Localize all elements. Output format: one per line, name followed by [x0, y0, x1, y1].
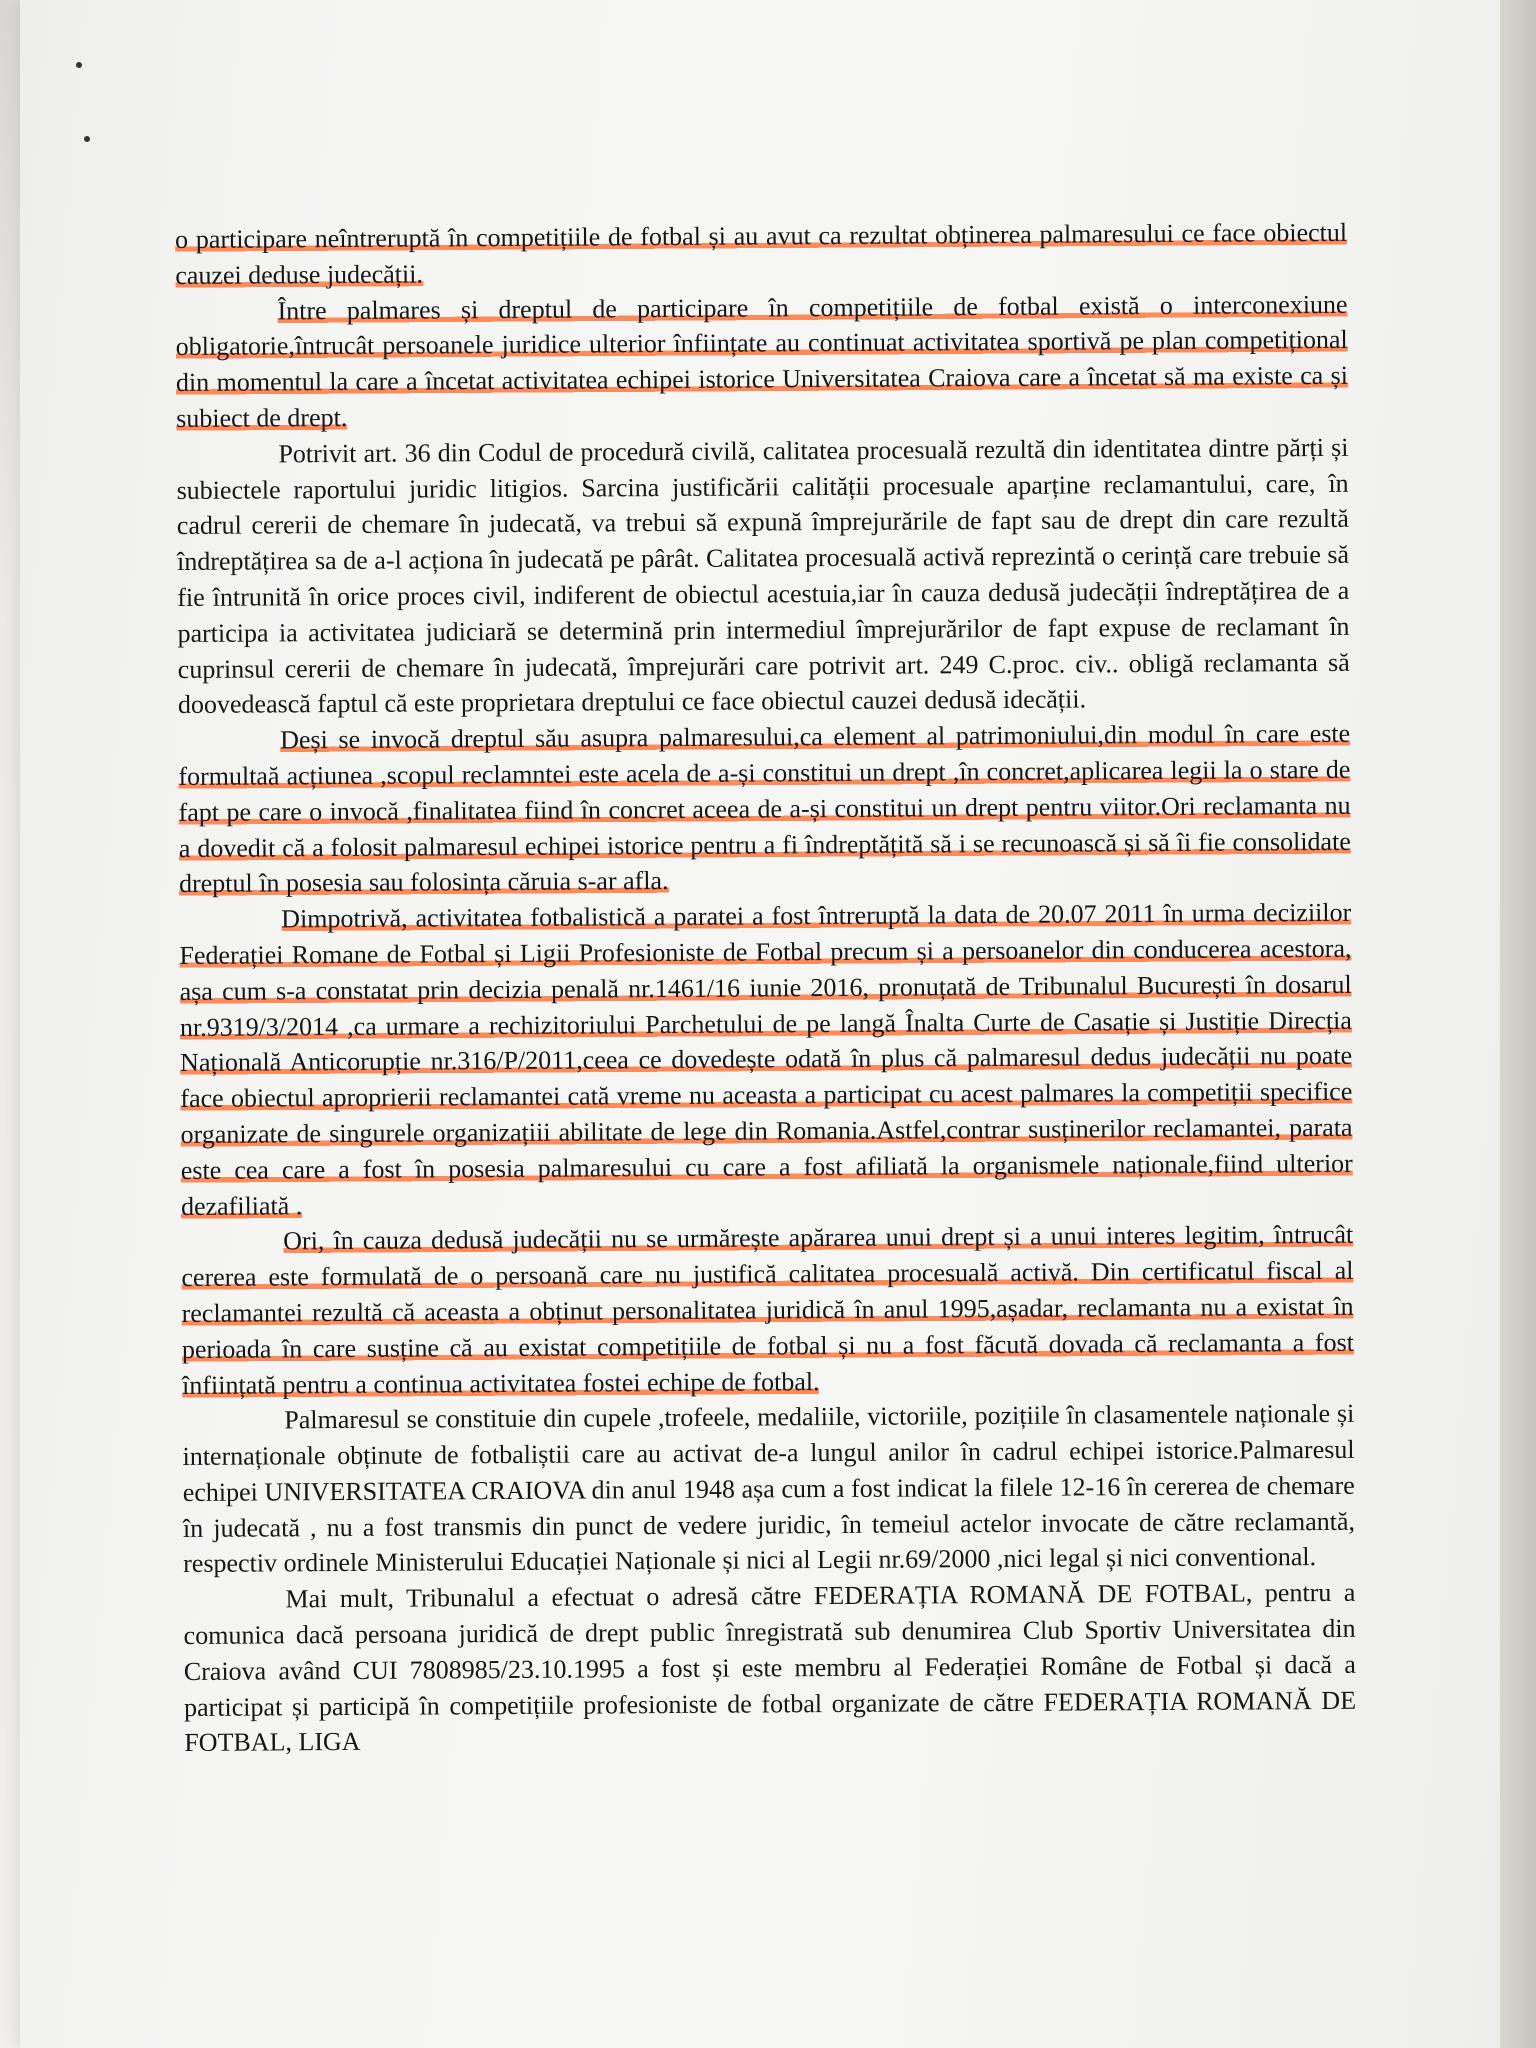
paragraph-5 — [179, 895, 1353, 1224]
paragraph-7: Palmaresul se constituie din cupele ,trofeele, medaliile, victoriile, pozițiile în clasamentele naționale și internaționale obținute de fotbaliștii care au activat de-a lungul anilor în cadrul echipei istorice.Palmaresul echipei UNIVERSITATEA CRAIOVA din anul 1948 așa cum a fost indicat la filele 12-16 în cererea de chemare în judecată , nu a fost transmis din punct de vedere juridic, în temeiul actelor invocate de către reclamantă, respectiv ordinele Ministerului Educației Naționale și nici al Legii nr.69/2000 ,nici legal și nici conventional. — [182, 1399, 1356, 1579]
paragraph-3: Potrivit art. 36 din Codul de procedură civilă, calitatea procesuală rezultă din identitatea dintre părți și subiectele raportului juridic litigios. Sarcina justificării calității procesuale aparține reclamantului, care, în cadrul cererii de chemare în judecată, va trebui să expună împrejurările de fapt sau de drept din care rezultă îndreptățirea sa de a-l acționa în judecată pe pârât. Calitatea procesuală activă reprezintă o cerință care trebuie să fie întrunită în orice proces civil, indiferent de obiectul acestuia,iar în cauza dedusă judecății îndreptățirea de a participa ia activitatea judiciară se determină prin intermediul împrejurărilor de fapt expuse de reclamant în cuprinsul cererii de chemare în judecată, împrejurări care potrivit art. 249 C.proc. civ.. obligă reclamanta să doovedească faptul că este proprietara dreptului ce face obiectul cauzei dedusă idecății. — [176, 432, 1350, 720]
highlighted-text: o participare neîntreruptă în competițiile de fotbal și au avut ca rezultat obținerea palmaresului ce face obiectul cauzei deduse judecății. — [175, 217, 1348, 290]
punch-dot — [76, 62, 82, 68]
paragraph-4 — [178, 716, 1351, 902]
paragraph-6 — [181, 1217, 1354, 1403]
paragraph-2 — [175, 286, 1348, 436]
paragraph-1 — [175, 215, 1347, 294]
highlighted-text: Ori, în cauza dedusă judecății nu se urmărește apărarea unui drept și a unui interes legitim, întrucât cererea este formulată de o persoană care nu justifică calitatea procesuală activă. Din certificatul fiscal al reclamantei rezultă că aceasta a obținut personalitatea juridică în anul 1995,așadar, reclamanta nu a existat în perioada în care susține că au existat competițiile de fotbal și nu a fost făcută dovada că reclamanta a fost înființată pentru a continua activitatea fostei echipe de fotbal. — [181, 1220, 1354, 1400]
highlighted-text: Dimpotrivă, activitatea fotbalistică a paratei a fost întreruptă la data de 20.07 2011 în urma deciziilor Federației Romane de Fotbal și Ligii Profesioniste de Fotbal precum și a persoanelor din conducerea acestora, așa cum s-a constatat prin decizia penală nr.1461/16 iunie 2016, pronuțată de Tribunalul București în dosarul nr.9319/3/2014 ,ca urmare a rechizitoriului Parchetului de pe langă Înalta Curte de Casație și Justiție Direcția Națională Anticorupție nr.316/P/2011,ceea ce dovedește odată în plus că palmaresul dedus judecății nu poate face obiectul aproprierii reclamantei cată vreme nu aceasta a participat cu acest palmares la competiții specifice organizate de singurele organizațiii abilitate de lege din Romania.Astfel,contrar susținerilor reclamantei, parata este cea care a fost în posesia palmaresului cu care a fost afiliată la organismele naționale,fiind ulterior dezafiliată . — [179, 897, 1353, 1221]
paragraph-8: Mai mult, Tribunalul a efectuat o adresă către FEDERAȚIA ROMANĂ DE FOTBAL, pentru a comunica dacă persoana juridică de drept public înregistrată sub denumirea Club Sportiv Universitatea din Craiova având CUI 7808985/23.10.1995 a fost și este membru al Federației Române de Fotbal și dacă a participat și participă în competițiile profesioniste de fotbal organizate de către FEDERAȚIA ROMANĂ DE FOTBAL, LIGA — [183, 1578, 1357, 1758]
document-page — [20, 0, 1520, 2048]
highlighted-text: Între palmares și dreptul de participare în competițiile de fotbal există o interconexiune obligatorie,întrucât persoanele juridice ulterior înființate au continuat activitatea sportivă pe plan competițional din momentul la care a încetat activitatea echipei istorice Universitatea Craiova care a încetat să ma existe ca și subiect de drept. — [175, 289, 1349, 433]
document-body — [175, 215, 1356, 1761]
underlying-pages-edge — [1500, 0, 1536, 2048]
highlighted-text: Deși se invocă dreptul său asupra palmaresului,ca element al patrimoniului,din modul în care este formultaă acțiunea ,scopul reclamntei este acela de a-și constitui un drept ,în concret,aplicarea legii la o stare de fapt pe care o invocă ,finalitatea fiind în concret aceea de a-și constitui un drept pentru viitor.Ori reclamanta nu a dovedit că a folosit palmaresul echipei istorice pentru a fi îndreptățită să i se recunoască și să îi fie consolidate dreptul în posesia sau folosința căruia s-ar afla. — [178, 718, 1351, 899]
punch-dot — [84, 136, 90, 142]
